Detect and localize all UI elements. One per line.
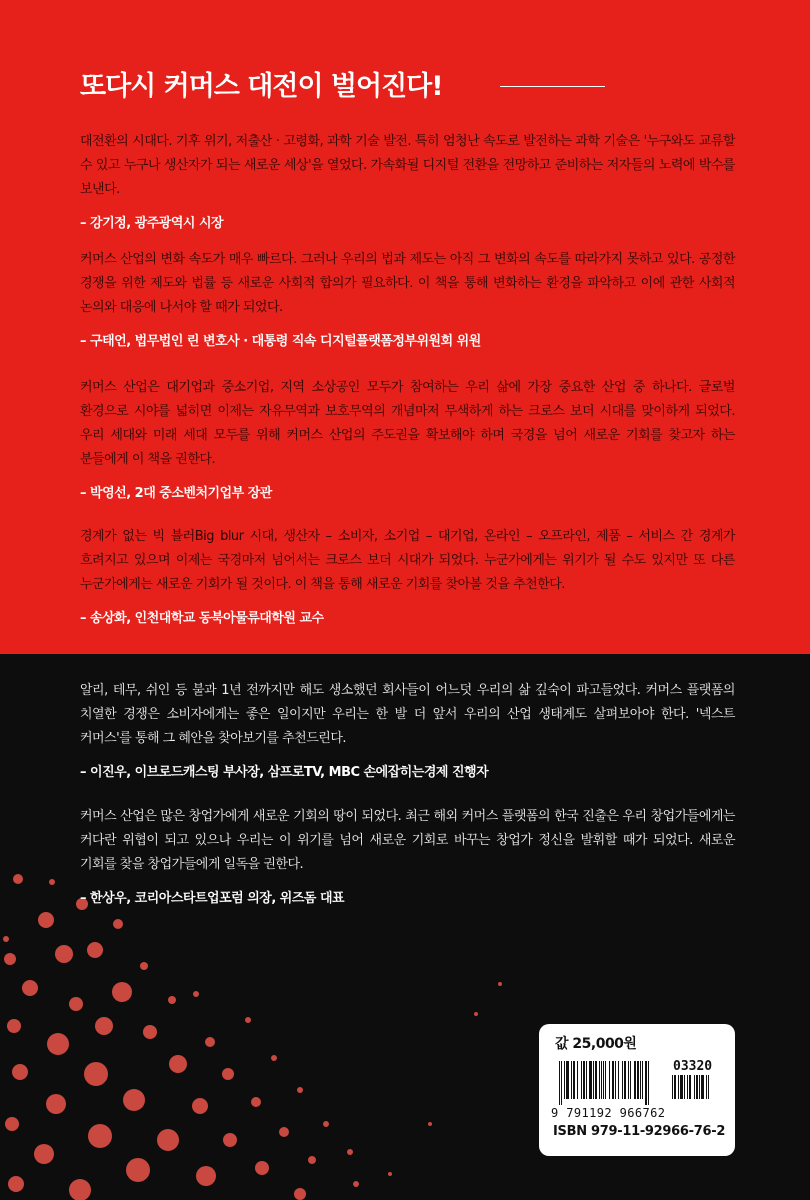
barcode-bar (599, 1061, 600, 1099)
decorative-dot (388, 1172, 392, 1176)
barcode-bar (630, 1061, 631, 1099)
decorative-dot (223, 1133, 237, 1147)
decorative-dot (196, 1166, 216, 1186)
barcode-bar (586, 1061, 587, 1099)
decorative-dot (12, 1064, 28, 1080)
barcode-bar (696, 1075, 698, 1099)
barcode-bar (589, 1061, 592, 1099)
blurb-2 (80, 248, 735, 349)
price-label: 값 25,000원 (555, 1036, 637, 1052)
decorative-dot (49, 879, 55, 885)
barcode-bar (605, 1061, 606, 1099)
barcode-bars (559, 1061, 669, 1105)
barcode-bar (701, 1075, 704, 1099)
barcode-bar (642, 1061, 643, 1099)
decorative-dot (323, 1121, 329, 1127)
decorative-dot (222, 1068, 234, 1080)
decorative-dot (428, 1122, 432, 1126)
blurb-5 (80, 679, 735, 780)
barcode-bar (708, 1075, 709, 1099)
blurb-author: – 구태언, 법무법인 린 변호사 · 대통령 직속 디지털플랫폼정부위원회 위원 (80, 334, 481, 349)
decorative-dot (169, 1055, 187, 1073)
barcode-bar (612, 1061, 614, 1099)
barcode-addon-bars (672, 1075, 726, 1105)
barcode-bar (618, 1061, 619, 1099)
decorative-dot (84, 1062, 108, 1086)
barcode-bar (581, 1061, 582, 1099)
decorative-dot (255, 1161, 269, 1175)
decorative-dot (498, 982, 502, 986)
barcode-bar (684, 1075, 685, 1099)
barcode-bar (561, 1061, 562, 1105)
barcode-bar (624, 1061, 626, 1099)
decorative-dot (4, 953, 16, 965)
barcode-bar (583, 1061, 585, 1099)
decorative-dot (112, 982, 132, 1002)
barcode-addon-digits: 03320 (673, 1059, 713, 1074)
barcode-bar (622, 1061, 623, 1099)
decorative-dot (157, 1129, 179, 1151)
barcode-bar (648, 1061, 649, 1105)
blurb-author: – 송상화, 인천대학교 동북아물류대학원 교수 (80, 611, 324, 626)
decorative-dot (205, 1037, 215, 1047)
barcode-bar (678, 1075, 679, 1099)
decorative-dot (3, 936, 9, 942)
blurb-text: 커머스 산업은 대기업과 중소기업, 지역 소상공인 모두가 참여하는 우리 삶에 가장 중요한 산업 중 하나다. 글로벌 환경으로 시야를 넓히면 이제는 자유무역과 보호무역의 개념마저 무색하게 하는 크로스 보더 시대를 맞이하게 되었다. 우리 세대와 미래 세대 모두를 위해 커머스 산업의 주도권을 확보해야 하며 국경을 넘어 새로운 기회를 찾고자 하는 분들에게 이 책을 권한다. (80, 380, 735, 467)
blurb-author: – 강기정, 광주광역시 시장 (80, 216, 224, 231)
barcode-bar (628, 1061, 629, 1099)
barcode-bar (634, 1061, 636, 1099)
decorative-dot (8, 1176, 24, 1192)
decorative-dot (7, 1019, 21, 1033)
barcode-bar (699, 1075, 700, 1099)
decorative-dot (279, 1127, 289, 1137)
headline-block (80, 64, 610, 104)
barcode-bar (571, 1061, 572, 1099)
blurb-4 (80, 525, 735, 626)
decorative-dot (95, 1017, 113, 1035)
decorative-dot (192, 1098, 208, 1114)
barcode-bar (573, 1061, 575, 1099)
decorative-dot (69, 1179, 91, 1200)
decorative-dot (126, 1158, 150, 1182)
decorative-dot (297, 1087, 303, 1093)
barcode-bar (615, 1061, 616, 1099)
decorative-dot (123, 1089, 145, 1111)
barcode-bar (640, 1061, 641, 1099)
blurb-author: – 이진우, 이브로드캐스팅 부사장, 삼프로TV, MBC 손에잡히는경제 진행자 (80, 765, 489, 780)
blurb-author: – 박영선, 2대 중소벤처기업부 장관 (80, 486, 272, 501)
barcode-bar (706, 1075, 707, 1099)
barcode-bar (672, 1075, 673, 1099)
barcode-bar (559, 1061, 560, 1105)
decorative-dot (353, 1181, 359, 1187)
blurb-3 (80, 376, 735, 501)
decorative-dot (46, 1094, 66, 1114)
headline-rule (500, 86, 605, 87)
decorative-dot (69, 997, 83, 1011)
decorative-dot (113, 919, 123, 929)
barcode-bar (689, 1075, 691, 1099)
barcode-bar (601, 1061, 602, 1099)
decorative-dot (168, 996, 176, 1004)
barcode-bar (564, 1061, 565, 1099)
decorative-dot (143, 1025, 157, 1039)
decorative-dot (34, 1144, 54, 1164)
decorative-dot (87, 942, 103, 958)
decorative-dot (22, 980, 38, 996)
barcode-bar (674, 1075, 676, 1099)
blurb-text: 대전환의 시대다. 기후 위기, 저출산 · 고령화, 과학 기술 발전. 특히 엄청난 속도로 발전하는 과학 기술은 '누구와도 교류할 수 있고 누구나 생산자가 되는 새로운 세상'을 열었다. 가속화될 디지털 전환을 전망하고 준비하는 저자들의 노력에 박수를 보낸다. (80, 134, 735, 197)
lower-black-panel (0, 654, 810, 1200)
barcode-bar (680, 1075, 683, 1099)
decorative-dot (55, 945, 73, 963)
barcode-bar (593, 1061, 594, 1099)
barcode-bar (577, 1061, 578, 1099)
blurb-1 (80, 130, 735, 231)
decorative-dot (88, 1124, 112, 1148)
blurb-text: 커머스 산업은 많은 창업가에게 새로운 기회의 땅이 되었다. 최근 해외 커머스 플랫폼의 한국 진출은 우리 창업가들에게는 커다란 위협이 되고 있으나 우리는 이 위기를 넘어 새로운 기회로 바꾸는 창업가 정신을 발휘할 때가 되었다. 새로운 기회를 찾을 창업가들에게 일독을 권한다. (80, 809, 735, 872)
barcode-panel (539, 1024, 735, 1156)
barcode-bar (694, 1075, 695, 1099)
decorative-dot (47, 1033, 69, 1055)
barcode-bar (687, 1075, 688, 1099)
blurb-text: 경계가 없는 빅 블러Big blur 시대, 생산자 – 소비자, 소기업 – 대기업, 온라인 – 오프라인, 제품 – 서비스 간 경계가 흐려지고 있으며 이제는 국경마저 넘어서는 크로스 보더 시대가 되었다. 누군가에게는 위기가 될 수도 있지만 또 다른 누군가에게는 새로운 기회가 될 것이다. 이 책을 통해 새로운 기회를 찾아볼 것을 추천한다. (80, 529, 735, 592)
decorative-dot (193, 991, 199, 997)
decorative-dot (38, 912, 54, 928)
barcode-bar (645, 1061, 647, 1105)
isbn-label: ISBN 979-11-92966-76-2 (553, 1124, 726, 1139)
decorative-dot (251, 1097, 261, 1107)
decorative-dot (140, 962, 148, 970)
decorative-dot (5, 1117, 19, 1131)
decorative-dot (245, 1017, 251, 1023)
barcode-bar (603, 1061, 604, 1099)
blurb-text: 커머스 산업의 변화 속도가 매우 빠르다. 그러나 우리의 법과 제도는 아직 그 변화의 속도를 따라가지 못하고 있다. 공정한 경쟁을 위한 제도와 법률 등 새로운 사회적 합의가 필요하다. 이 책을 통해 변화하는 환경을 파악하고 이에 관한 사회적 논의와 대응에 나서야 할 때가 되었다. (80, 252, 735, 315)
barcode-bar (566, 1061, 569, 1099)
barcode-bar (637, 1061, 639, 1099)
decorative-dot (294, 1188, 306, 1200)
barcode-ean-digits: 9 791192 966762 (551, 1106, 666, 1120)
decorative-dot (271, 1055, 277, 1061)
barcode-bar (595, 1061, 597, 1099)
decorative-dot (347, 1149, 353, 1155)
headline: 또다시 커머스 대전이 벌어진다! (80, 71, 443, 102)
decorative-dot (474, 1012, 478, 1016)
barcode-bar (609, 1061, 610, 1099)
blurb-text: 알리, 테무, 쉬인 등 불과 1년 전까지만 해도 생소했던 회사들이 어느덧 우리의 삶 깊숙이 파고들었다. 커머스 플랫폼의 치열한 경쟁은 소비자에게는 좋은 일이지만 우리는 한 발 더 앞서 우리의 산업 생태계도 살펴보아야 한다. '넥스트 커머스'를 통해 그 혜안을 찾아보기를 추천드린다. (80, 683, 735, 746)
blurb-6 (80, 805, 735, 906)
decorative-dot (308, 1156, 316, 1164)
blurb-author: – 한상우, 코리아스타트업포럼 의장, 위즈돔 대표 (80, 891, 345, 906)
decorative-dot (13, 874, 23, 884)
